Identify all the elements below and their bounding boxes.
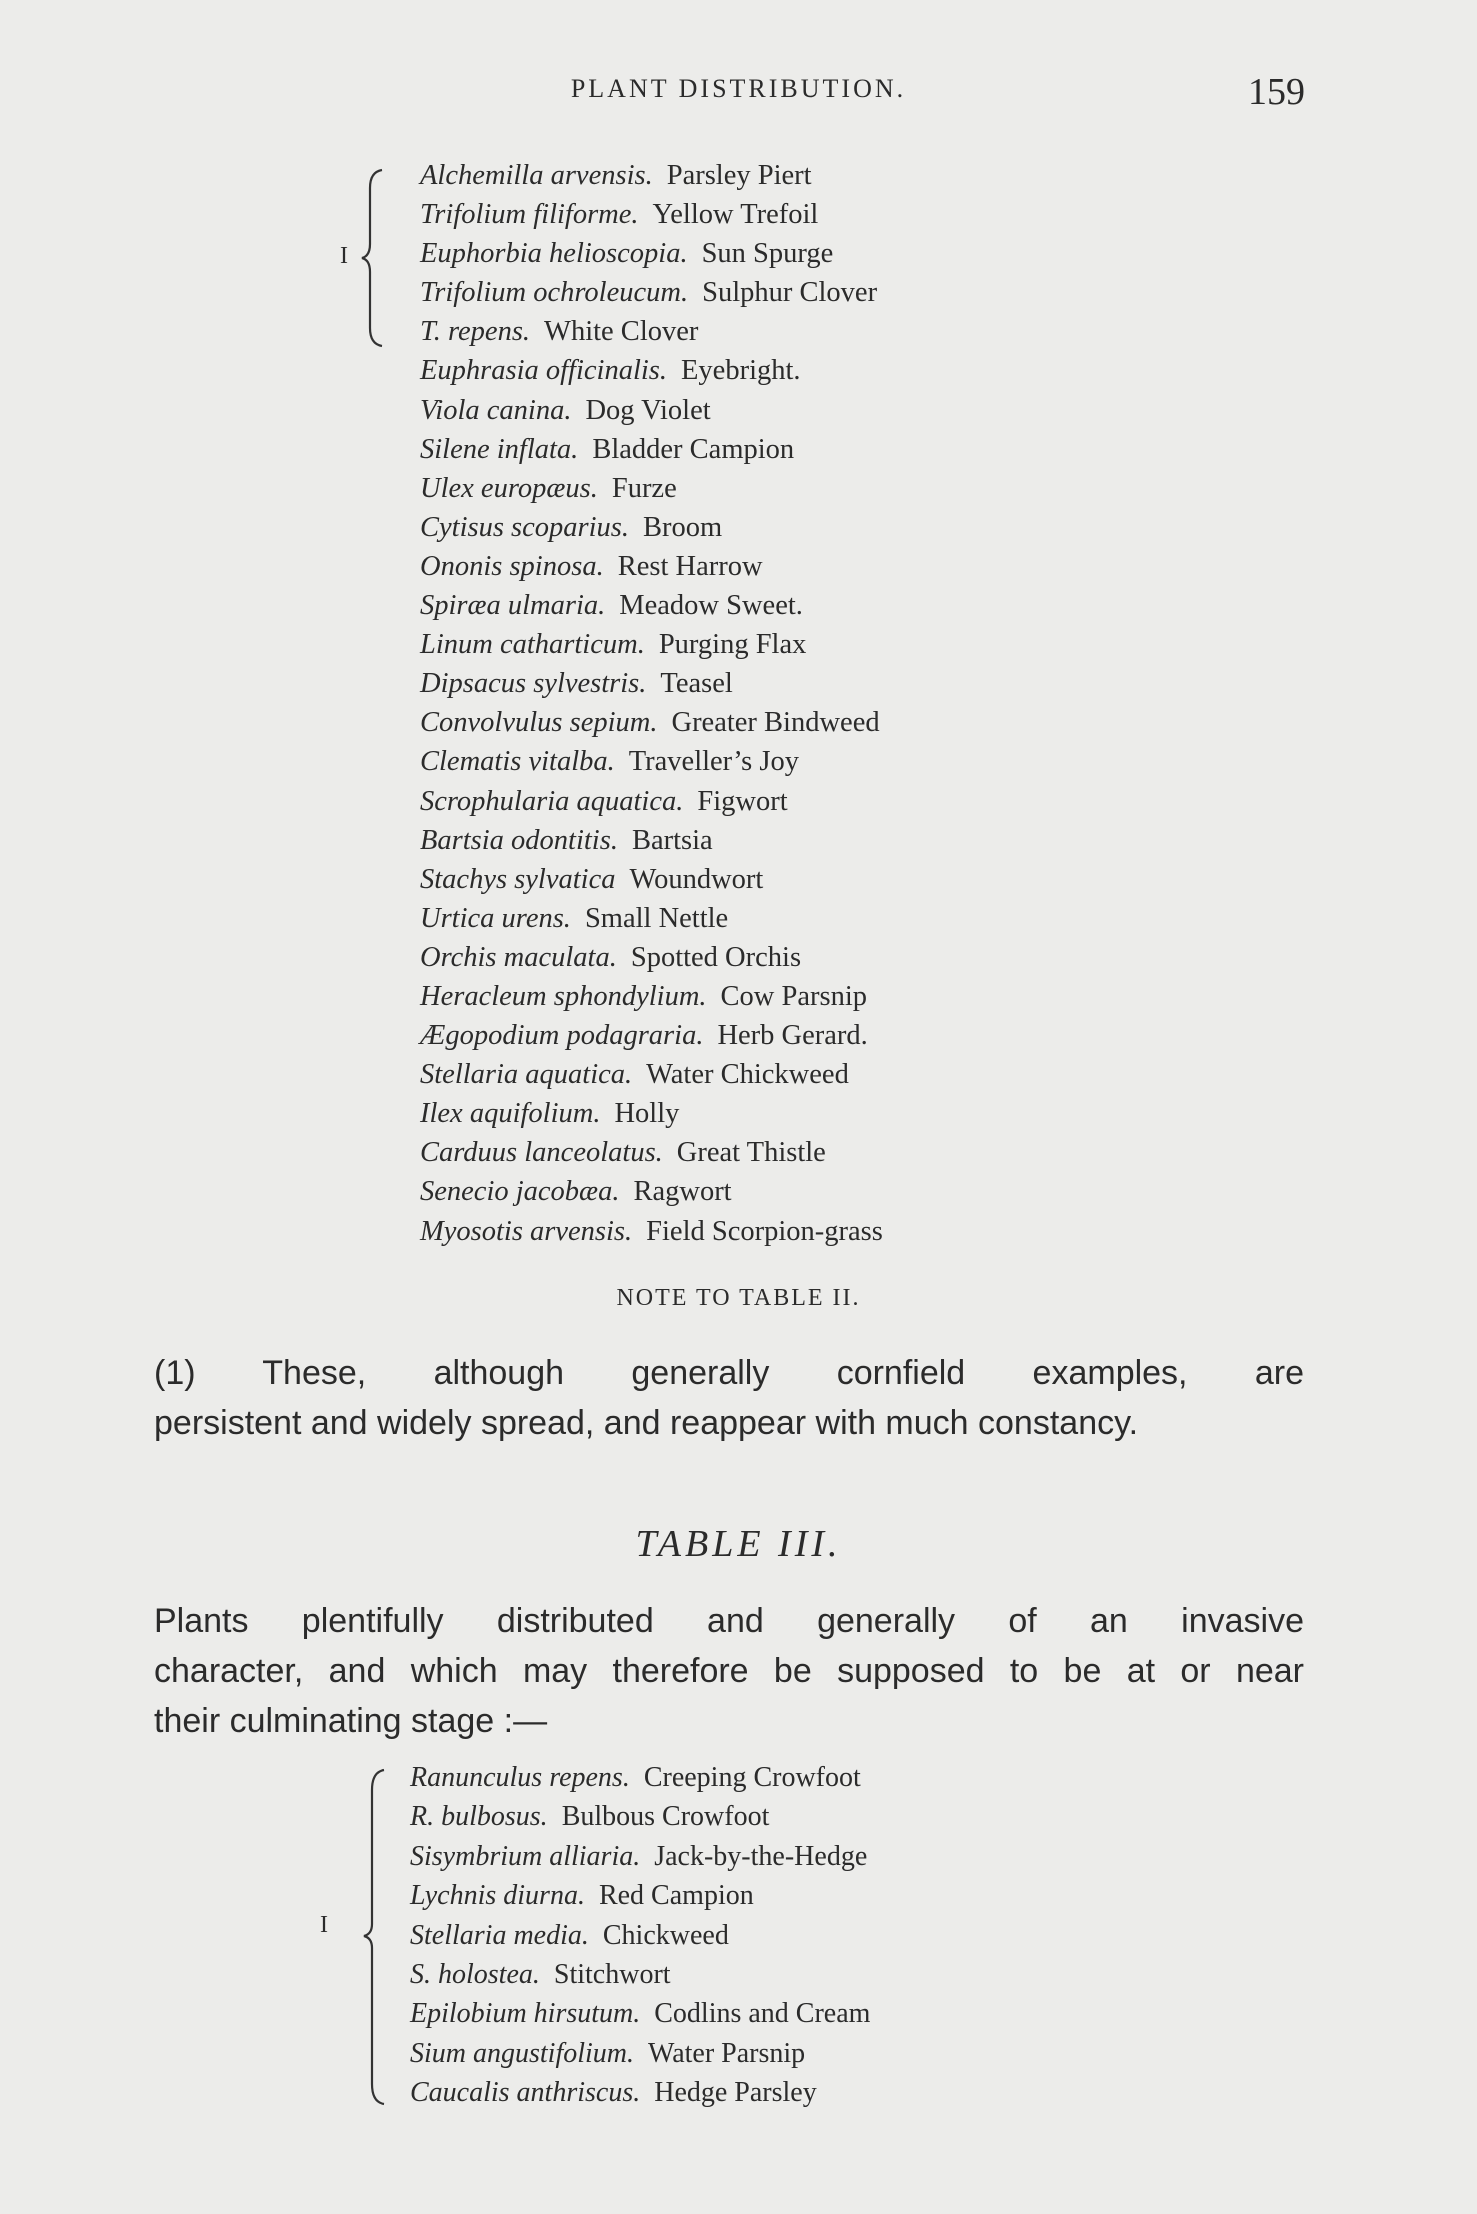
list-item [420, 821, 883, 860]
latin-name: Heracleum sphondylium. [420, 980, 707, 1012]
running-title: PLANT DISTRIBUTION. [570, 74, 907, 103]
common-name: Purging Flax [658, 629, 807, 661]
list-item [410, 1955, 870, 1994]
list-item [420, 1133, 883, 1172]
list-item [410, 2073, 870, 2112]
common-name: Sun Spurge [701, 238, 834, 270]
common-name: Holly [614, 1098, 680, 1130]
latin-name: Cytisus scoparius. [420, 511, 630, 543]
list-item [420, 430, 883, 469]
latin-name: Ulex europæus. [420, 472, 598, 504]
note-paragraph [154, 1348, 1304, 1448]
list-item [420, 1094, 883, 1133]
common-name: Small Nettle [584, 902, 729, 934]
list-item [420, 977, 883, 1016]
latin-name: Ægopodium podagraria. [420, 1020, 704, 1052]
common-name: Eyebright. [681, 355, 801, 387]
note-line: persistent and widely spread, and reappear with much constancy. [154, 1404, 1139, 1442]
common-name: Yellow Trefoil [652, 199, 819, 231]
common-name: Bulbous Crowfoot [561, 1801, 770, 1833]
common-name: Field Scorpion-grass [646, 1215, 883, 1247]
intro-line: character, and which may therefore be supposed to be at or near [154, 1652, 1304, 1690]
common-name: Ragwort [633, 1176, 732, 1208]
list-item [420, 938, 883, 977]
latin-name: Carduus lanceolatus. [420, 1137, 663, 1169]
list-item [420, 1055, 883, 1094]
common-name: Bartsia [631, 824, 713, 856]
list-item [410, 1797, 870, 1836]
list-item [420, 1016, 883, 1055]
common-name: Chickweed [602, 1919, 729, 1951]
latin-name: Ilex aquifolium. [420, 1098, 601, 1130]
curly-brace-icon [360, 168, 390, 348]
latin-name: Spiræa ulmaria. [420, 590, 606, 622]
latin-name: Sium angustifolium. [410, 2037, 635, 2069]
list-item [420, 1172, 883, 1211]
common-name: Woundwort [629, 863, 764, 895]
common-name: Cow Parsnip [720, 980, 867, 1012]
common-name: Sulphur Clover [702, 277, 878, 309]
latin-name: Trifolium filiforme. [420, 199, 639, 231]
common-name: Herb Gerard. [717, 1020, 868, 1052]
common-name: Creeping Crowfoot [643, 1762, 861, 1793]
common-name: Furze [611, 472, 677, 504]
common-name: Traveller’s Joy [628, 746, 799, 778]
list-item [420, 742, 883, 781]
latin-name: Caucalis anthriscus. [410, 2077, 641, 2109]
common-name: Bladder Campion [592, 433, 795, 465]
latin-name: Lychnis diurna. [410, 1880, 585, 1912]
list-item [420, 1212, 883, 1251]
list-item [420, 351, 883, 390]
common-name: Water Parsnip [648, 2037, 806, 2069]
latin-name: Senecio jacobæa. [420, 1176, 620, 1208]
note-line: (1) These, although generally cornfield examples, are [154, 1354, 1304, 1392]
list-item [410, 1837, 870, 1876]
latin-name: Alchemilla arvensis. [420, 160, 653, 191]
latin-name: Silene inflata. [420, 433, 579, 465]
common-name: Meadow Sweet. [619, 590, 803, 622]
latin-name: Bartsia odontitis. [420, 824, 618, 856]
list-item [420, 312, 883, 351]
common-name: Broom [643, 511, 723, 543]
common-name: Rest Harrow [617, 550, 763, 582]
latin-name: Epilobium hirsutum. [410, 1998, 641, 2030]
intro-line: Plants plentifully distributed and generally of an invasive [154, 1602, 1304, 1640]
list-item [420, 195, 883, 234]
common-name: Red Campion [598, 1880, 754, 1912]
bracket-group-number: I [320, 1912, 328, 1938]
list-item [420, 586, 883, 625]
latin-name: R. bulbosus. [410, 1801, 548, 1833]
latin-name: Urtica urens. [420, 902, 571, 934]
latin-name: Clematis vitalba. [420, 746, 615, 778]
latin-name: Dipsacus sylvestris. [420, 668, 647, 700]
list-item [420, 899, 883, 938]
common-name: Dog Violet [585, 394, 711, 426]
common-name: Water Chickweed [646, 1059, 849, 1091]
common-name: Parsley Piert [666, 160, 812, 191]
page-number: 159 [1248, 71, 1305, 113]
list-item [420, 664, 883, 703]
list-item [420, 782, 883, 821]
list-item [420, 508, 883, 547]
list-item [410, 1994, 870, 2033]
common-name: Great Thistle [676, 1137, 826, 1169]
latin-name: Stellaria media. [410, 1919, 589, 1951]
latin-name: Scrophularia aquatica. [420, 785, 684, 817]
list-item [420, 860, 883, 899]
latin-name: Myosotis arvensis. [420, 1215, 633, 1247]
latin-name: Euphrasia officinalis. [420, 355, 668, 387]
latin-name: Sisymbrium alliaria. [410, 1840, 641, 1872]
list-item [420, 273, 883, 312]
bracket-group-number: I [340, 243, 348, 269]
common-name: Jack-by-the-Hedge [654, 1840, 868, 1872]
latin-name: T. repens. [420, 316, 531, 348]
intro-line: their culminating stage :— [154, 1702, 548, 1740]
list-item [420, 391, 883, 430]
common-name: Hedge Parsley [654, 2077, 817, 2109]
common-name: Figwort [697, 785, 788, 817]
latin-name: Ranunculus repens. [410, 1762, 630, 1793]
list-item [410, 1758, 870, 1797]
latin-name: S. holostea. [410, 1959, 540, 1991]
list-item [410, 1916, 870, 1955]
common-name: White Clover [544, 316, 699, 348]
common-name: Stitchwort [553, 1959, 671, 1991]
latin-name: Ononis spinosa. [420, 550, 604, 582]
latin-name: Stellaria aquatica. [420, 1059, 633, 1091]
note-heading: NOTE TO TABLE II. [616, 1285, 861, 1311]
latin-name: Stachys sylvatica [420, 863, 616, 895]
list-item [420, 234, 883, 273]
list-item [410, 1876, 870, 1915]
common-name: Greater Bindweed [671, 707, 880, 739]
latin-name: Convolvulus sepium. [420, 707, 658, 739]
list-item [420, 469, 883, 508]
table-title: TABLE III. [635, 1523, 842, 1565]
latin-name: Orchis maculata. [420, 941, 617, 973]
species-list-table-2 [420, 156, 883, 1251]
list-item [420, 625, 883, 664]
curly-brace-icon [362, 1768, 392, 2108]
species-list-table-3 [410, 1758, 870, 2113]
latin-name: Euphorbia helioscopia. [420, 238, 688, 270]
list-item [410, 2034, 870, 2073]
list-item [420, 703, 883, 742]
common-name: Codlins and Cream [654, 1998, 871, 2030]
table-intro-paragraph [154, 1596, 1304, 1746]
list-item [420, 547, 883, 586]
latin-name: Viola canina. [420, 394, 572, 426]
common-name: Teasel [660, 668, 733, 700]
latin-name: Linum catharticum. [420, 629, 645, 661]
list-item [420, 156, 883, 195]
latin-name: Trifolium ochroleucum. [420, 277, 689, 309]
common-name: Spotted Orchis [630, 941, 802, 973]
